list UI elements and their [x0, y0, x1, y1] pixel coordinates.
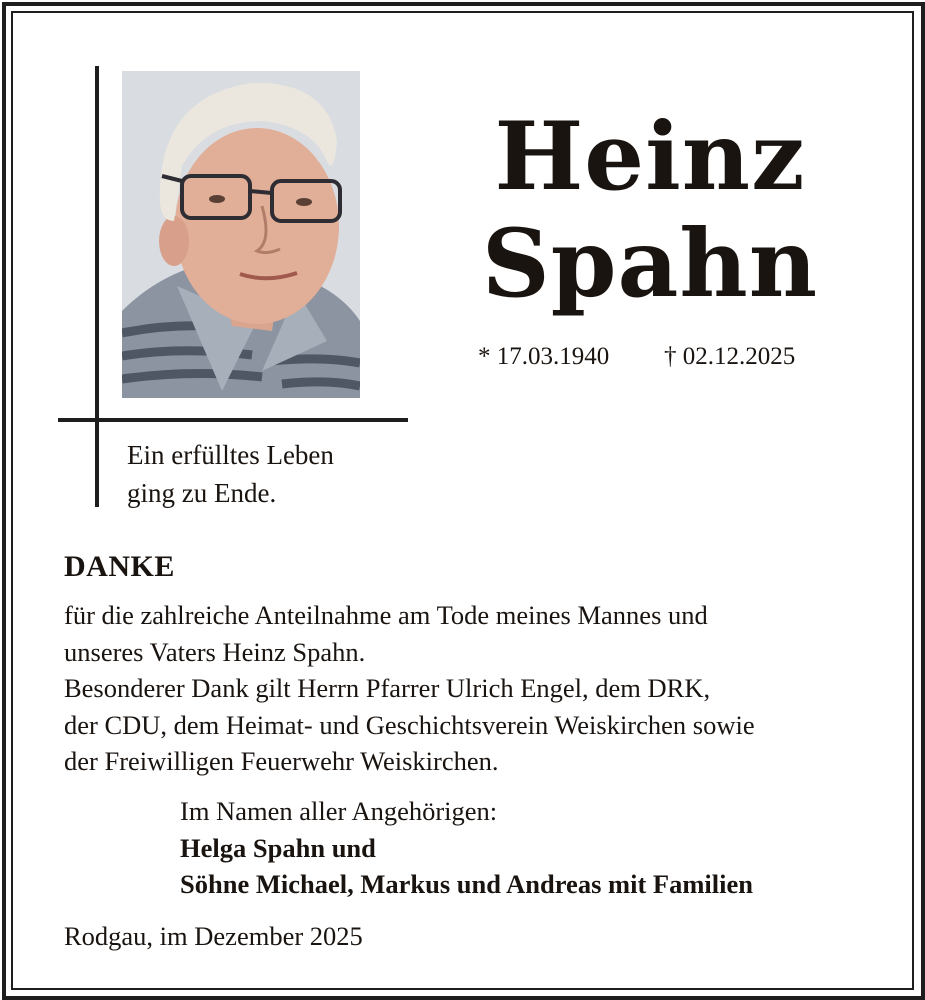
cross-horizontal-bar — [58, 418, 408, 422]
thanks-message — [64, 597, 755, 780]
birth-date: * 17.03.1940 — [478, 343, 610, 370]
signoff-intro: Im Namen aller Angehörigen: — [180, 796, 498, 826]
portrait-photo — [122, 71, 360, 398]
signoff-name-sons: Söhne Michael, Markus und Andreas mit Familien — [180, 869, 753, 899]
message-line: der CDU, dem Heimat- und Geschichtsverein Weiskirchen sowie — [64, 709, 755, 740]
message-line: der Freiwilligen Feuerwehr Weiskirchen. — [64, 746, 499, 776]
thanks-heading: DANKE — [64, 550, 175, 583]
deceased-last-name: Spahn — [481, 209, 819, 319]
message-line: für die zahlreiche Anteilnahme am Tode meines Mannes und — [64, 600, 708, 630]
message-line: unseres Vaters Heinz Spahn. — [64, 636, 366, 667]
deceased-first-name: Heinz — [494, 102, 806, 212]
signoff-name-widow: Helga Spahn und — [180, 832, 376, 863]
memorial-quote — [127, 436, 334, 512]
death-date: † 02.12.2025 — [664, 343, 796, 370]
message-line: Besonderer Dank gilt Herrn Pfarrer Ulrich Engel, dem DRK, — [64, 673, 711, 703]
cross-vertical-bar — [95, 66, 99, 507]
place-and-date: Rodgau, im Dezember 2025 — [64, 921, 363, 951]
quote-line: Ein erfülltes Leben — [127, 440, 334, 470]
quote-line: ging zu Ende. — [127, 478, 277, 508]
signoff-block — [180, 793, 753, 903]
